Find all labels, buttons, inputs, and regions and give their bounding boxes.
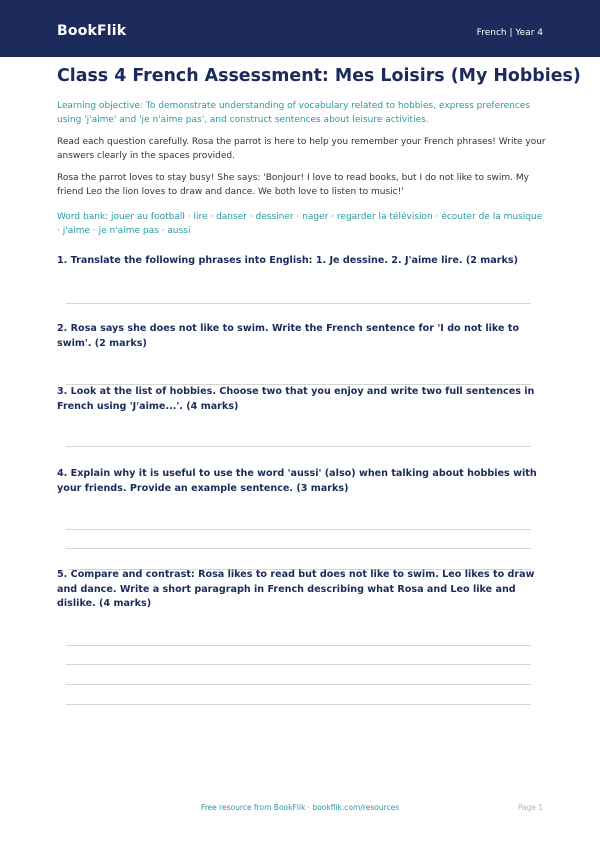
learning-objective: Learning objective: To demonstrate understanding of vocabulary related to hobbies, express preferences using 'j'aime' and 'je n'aime pas', and construct sentences about leisure activities.	[57, 101, 531, 125]
page-number: Page 1	[517, 803, 543, 812]
answer-line[interactable]	[66, 548, 531, 549]
question-5: 5. Compare and contrast: Rosa likes to read but does not like to swim. Leo likes to draw and dance. Write a short paragraph in French describing what Rosa and Leo like and dislike. (4 marks)	[57, 569, 535, 609]
answer-line[interactable]	[66, 529, 531, 530]
instructions-text: Read each question carefully. Rosa the parrot is here to help you remember your French phrases! Write your answers clearly in the spaces provided.	[57, 137, 546, 161]
question-4: 4. Explain why it is useful to use the word 'aussi' (also) when talking about hobbies with your friends. Provide an example sentence. (3 marks)	[57, 468, 537, 494]
footer-resource-link[interactable]: Free resource from BookFlik · bookflik.com/resources	[200, 803, 400, 812]
answer-line[interactable]	[66, 664, 531, 665]
answer-line[interactable]	[66, 704, 531, 705]
answer-line[interactable]	[66, 684, 531, 685]
story-text: Rosa the parrot loves to stay busy! She says: 'Bonjour! I love to read books, but I do not like to swim. My friend Leo the lion loves to draw and dance. We both love to listen to music!'	[57, 173, 529, 197]
word-bank: Word bank: jouer au football · lire · danser · dessiner · nager · regarder la télévision · écouter de la musique · j'aime · je n'aime pas · aussi	[57, 212, 543, 236]
question-1: 1. Translate the following phrases into English: 1. Je dessine. 2. J'aime lire. (2 marks)	[57, 255, 518, 266]
question-3: 3. Look at the list of hobbies. Choose two that you enjoy and write two full sentences in French using 'J'aime...'. (4 marks)	[57, 386, 535, 412]
page-header	[0, 0, 600, 57]
answer-line[interactable]	[66, 645, 531, 646]
answer-line[interactable]	[66, 303, 531, 304]
brand-logo-text[interactable]: BookFlik	[57, 23, 127, 39]
question-2: 2. Rosa says she does not like to swim. Write the French sentence for 'I do not like to swim'. (2 marks)	[57, 323, 520, 349]
answer-line[interactable]	[66, 446, 531, 447]
subject-year-label: French | Year 4	[476, 28, 543, 38]
page-title: Class 4 French Assessment: Mes Loisirs (My Hobbies)	[57, 66, 581, 86]
